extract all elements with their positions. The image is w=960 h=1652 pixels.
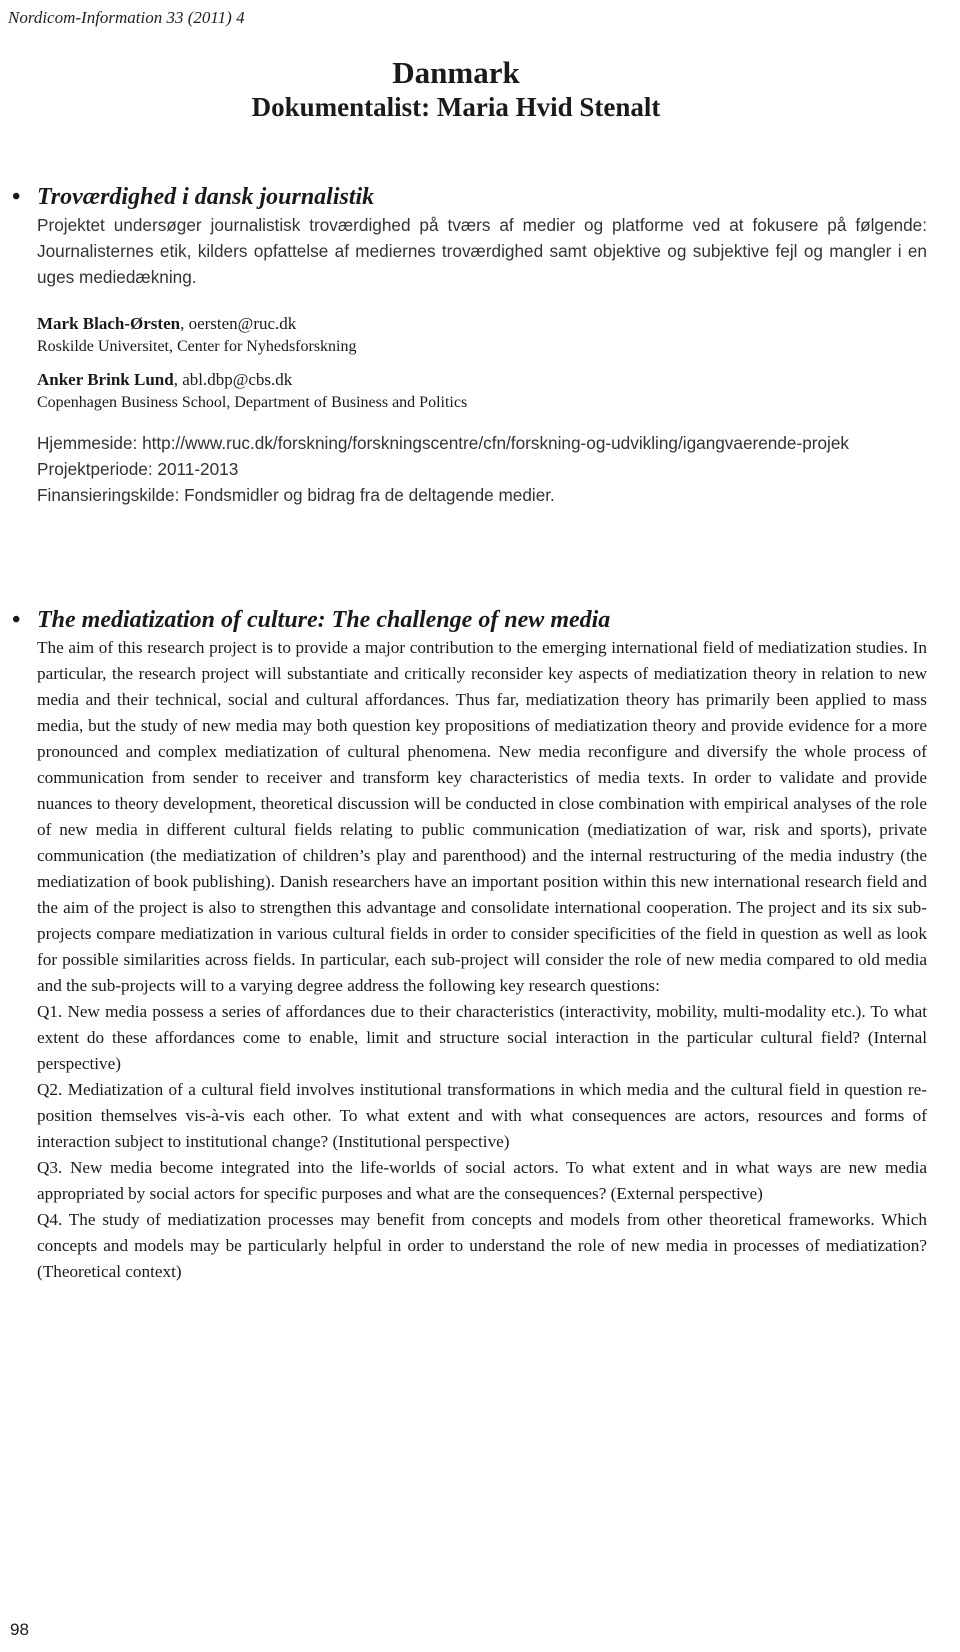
research-question: Q2. Mediatization of a cultural field involves institutional transformations in which media and the cultural field in question re-position themselves vis-à-vis each other. To what extent and with what consequences are actors, resources and forms of interaction subject to institutional change? (Institutional perspective) — [37, 1080, 927, 1151]
country-title: Danmark — [392, 55, 520, 90]
contact-affiliation: Copenhagen Business School, Department of Business and Politics — [37, 394, 468, 411]
contact-name: Mark Blach-Ørsten — [37, 314, 181, 333]
contact-name: Anker Brink Lund — [37, 370, 174, 389]
title-block — [0, 54, 960, 122]
project-section-mediatization — [12, 605, 927, 1285]
project-title — [12, 605, 927, 635]
funding-line: Finansieringskilde: Fondsmidler og bidrag fra de deltagende medier. — [37, 485, 555, 505]
project-title — [12, 182, 927, 212]
documentalist-title: Dokumentalist: Maria Hvid Stenalt — [251, 92, 661, 122]
contact-email: , oersten@ruc.dk — [180, 314, 297, 333]
page-number: 98 — [10, 1620, 29, 1639]
research-question: Q3. New media become integrated into the life-worlds of social actors. To what extent and in what ways are new media appropriated by social actors for specific purposes and what are the consequences? (External perspective) — [37, 1158, 927, 1203]
project-description: The aim of this research project is to provide a major contribution to the emerging international field of mediatization studies. In particular, the research project will substantiate and critically reconsider key aspects of mediatization theory in relation to new media and their technical, social and cultural affordances. Thus far, mediatization theory has primarily been applied to mass media, but the study of new media may both question key propositions of mediatization theory and provide evidence for a more pronounced and complex mediatization of cultural phenomena. New media reconfigure and diversify the whole process of communication from sender to receiver and transform key characteristics of media texts. In order to validate and provide nuances to theory development, theoretical discussion will be conducted in close combination with empirical analyses of the role of new media in different cultural fields relating to public communication (mediatization of war, risk and sports), private communication (the mediatization of children’s play and parenthood) and the internal restructuring of the media industry (the mediatization of book publishing). Danish researchers have an important position within this new international research field and the aim of the project is also to strengthen this advantage and consolidate international cooperation. The project and its six sub-projects compare mediatization in various cultural fields in order to consider specificities of the field in question as well as look for possible similarities across fields. In particular, each sub-project will consider the role of new media compared to old media and the sub-projects will to a varying degree address the following key research questions: — [37, 638, 927, 995]
contact-name-line — [37, 312, 927, 336]
contact-affiliation: Roskilde Universitet, Center for Nyhedsforskning — [37, 338, 357, 355]
homepage-line: Hjemmeside: http://www.ruc.dk/forskning/forskningscentre/cfn/forskning-og-udvikling/igangvaerende-projek — [37, 433, 850, 453]
contact-email: , abl.dbp@cbs.dk — [173, 370, 293, 389]
project-meta — [37, 430, 927, 508]
project-section-credibility — [12, 182, 927, 508]
running-header: Nordicom-Information 33 (2011) 4 — [8, 8, 245, 27]
project-title-text: Troværdighed i dansk journalistik — [37, 184, 375, 210]
research-question: Q4. The study of mediatization processes may benefit from concepts and models from other theoretical frameworks. Which concepts and models may be particularly helpful in order to understand the role of new media in processes of mediatization? (Theoretical context) — [37, 1210, 927, 1281]
contact-block — [37, 368, 927, 414]
project-description: Projektet undersøger journalistisk troværdighed på tværs af medier og platforme ved at fokusere på følgende: Journalisternes etik, kilders opfattelse af mediernes troværdighed samt objektive og subjektive fejl og mangler i en uges mediedækning. — [37, 215, 927, 287]
period-line: Projektperiode: 2011-2013 — [37, 459, 239, 479]
contact-name-line — [37, 368, 927, 392]
bullet-icon: • — [12, 607, 21, 633]
research-question: Q1. New media possess a series of affordances due to their characteristics (interactivity, mobility, multi-modality etc.). To what extent do these affordances come to enable, limit and structure social interaction in the particular cultural field? (Internal perspective) — [37, 1002, 927, 1073]
project-title-text: The mediatization of culture: The challenge of new media — [37, 607, 611, 633]
contact-block — [37, 312, 927, 358]
bullet-icon: • — [12, 184, 21, 210]
